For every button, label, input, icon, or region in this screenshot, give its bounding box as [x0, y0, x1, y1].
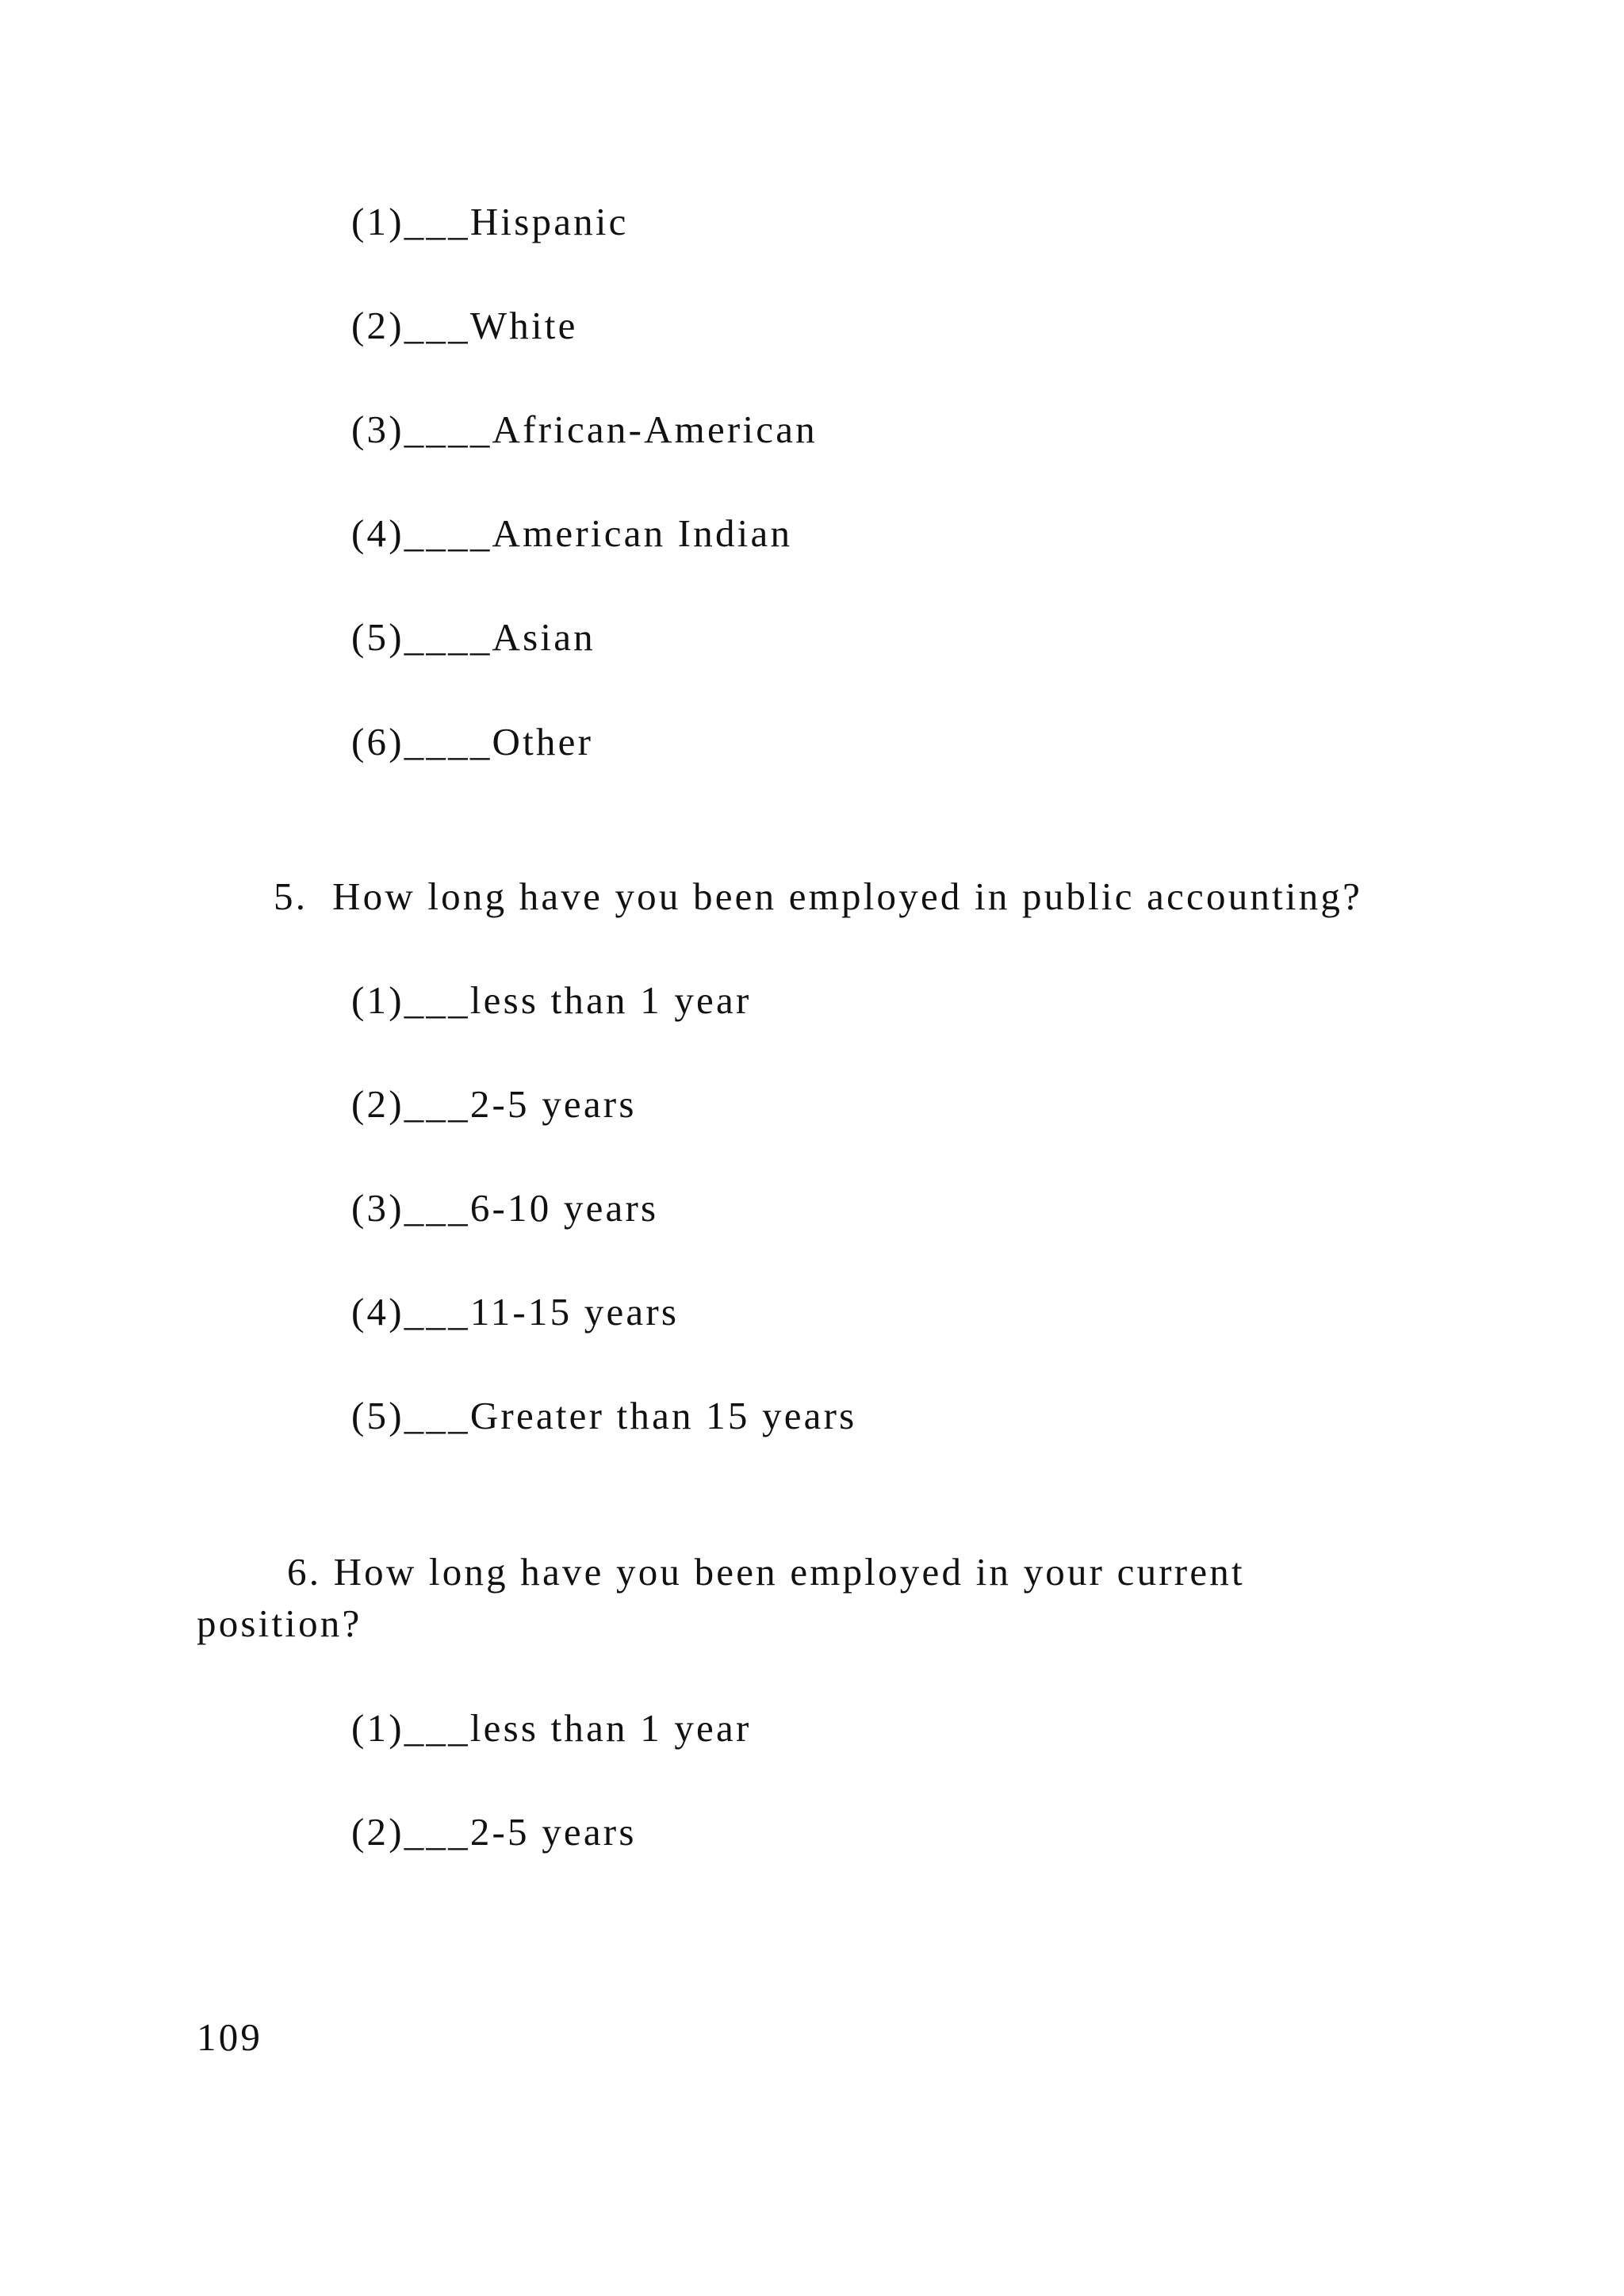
q5-option-6-10-years: (3)___6-10 years: [351, 1186, 659, 1230]
q6-option-2-5-years: (2)___2-5 years: [351, 1810, 637, 1854]
option-white: (2)___White: [351, 304, 578, 347]
page-number: 109: [197, 2015, 263, 2059]
option-hispanic: (1)___Hispanic: [351, 200, 629, 243]
q6-option-less-than-1-year: (1)___less than 1 year: [351, 1706, 752, 1750]
q5-option-2-5-years: (2)___2-5 years: [351, 1082, 637, 1126]
question-6-text-line-2: position?: [197, 1601, 362, 1645]
q5-option-greater-than-15-years: (5)___Greater than 15 years: [351, 1394, 857, 1437]
q5-option-less-than-1-year: (1)___less than 1 year: [351, 978, 752, 1022]
option-asian: (5)____Asian: [351, 615, 596, 659]
question-6-text-line-1: 6. How long have you been employed in your current: [287, 1550, 1245, 1594]
question-5-text: 5. How long have you been employed in public accounting?: [274, 874, 1363, 918]
option-american-indian: (4)____American Indian: [351, 511, 793, 555]
option-other: (6)____Other: [351, 720, 594, 763]
q5-option-11-15-years: (4)___11-15 years: [351, 1290, 680, 1334]
option-african-american: (3)____African-American: [351, 408, 818, 451]
